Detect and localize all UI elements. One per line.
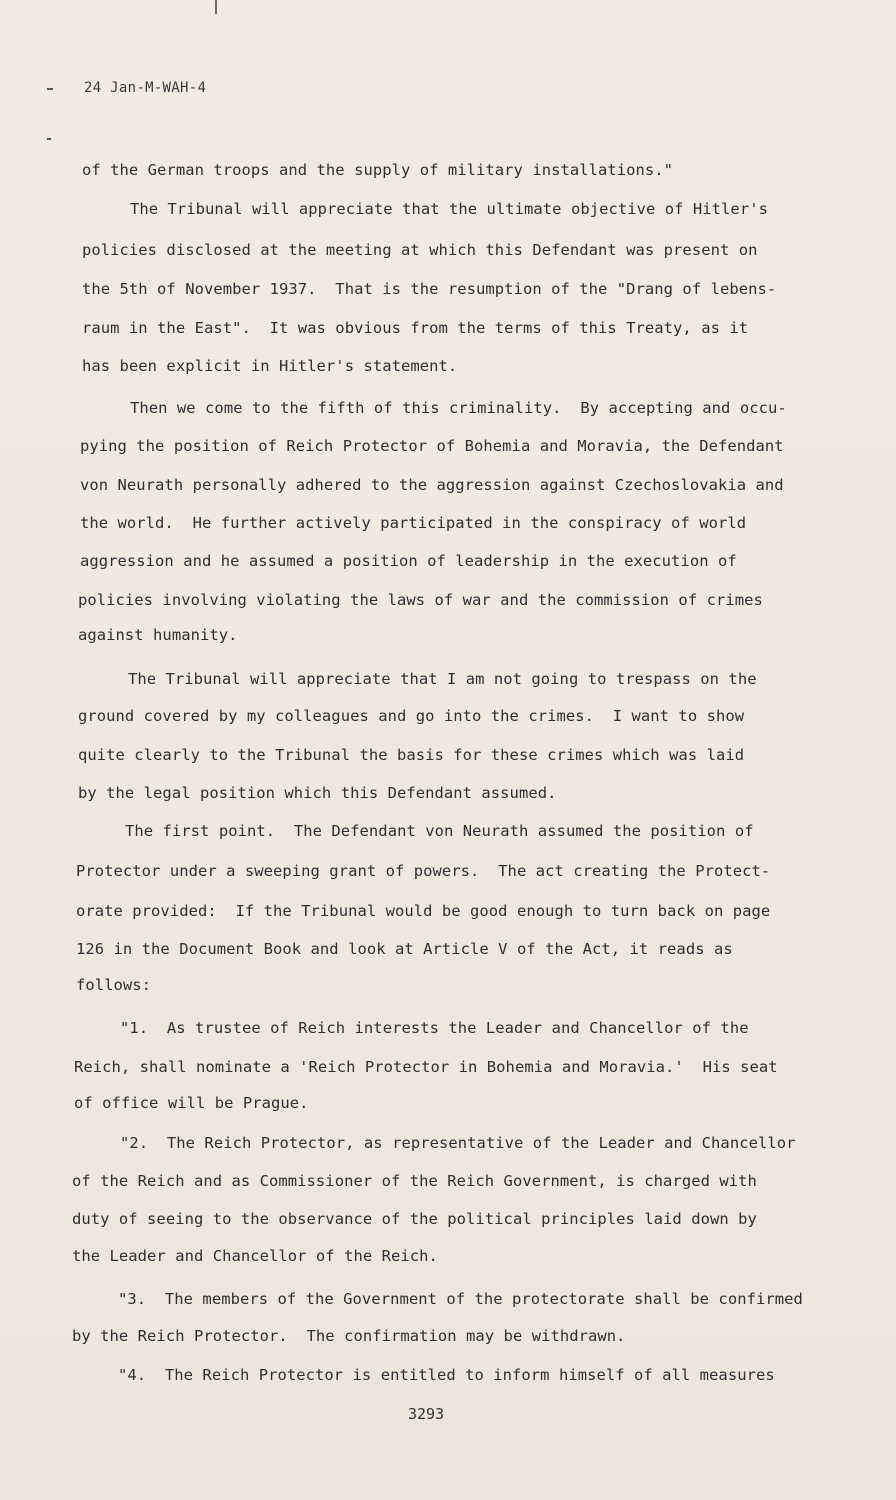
text-line: aggression and he assumed a position of leadership in the execution of: [80, 552, 737, 570]
text-line: duty of seeing to the observance of the political principles laid down by: [72, 1210, 757, 1228]
text-line: The Tribunal will appreciate that I am not going to trespass on the: [128, 670, 757, 688]
text-line: pying the position of Reich Protector of Bohemia and Moravia, the Defendant: [80, 437, 784, 455]
text-line: Then we come to the fifth of this criminality. By accepting and occu-: [130, 399, 787, 417]
text-line: by the Reich Protector. The confirmation may be withdrawn.: [72, 1327, 626, 1345]
text-line: "1. As trustee of Reich interests the Leader and Chancellor of the: [120, 1019, 749, 1037]
text-line: The first point. The Defendant von Neurath assumed the position of: [125, 822, 754, 840]
text-line: by the legal position which this Defendant assumed.: [78, 784, 557, 802]
text-line: the Leader and Chancellor of the Reich.: [72, 1247, 438, 1265]
text-line: orate provided: If the Tribunal would be good enough to turn back on page: [76, 902, 771, 920]
text-line: against humanity.: [78, 626, 238, 644]
text-line: raum in the East". It was obvious from the terms of this Treaty, as it: [82, 319, 749, 337]
margin-mark: [47, 138, 51, 140]
paper-edge-mark: [215, 0, 217, 14]
text-line: of office will be Prague.: [74, 1094, 309, 1112]
text-line: Protector under a sweeping grant of powers. The act creating the Protect-: [76, 862, 771, 880]
text-line: von Neurath personally adhered to the aggression against Czechoslovakia and: [80, 476, 784, 494]
text-line: "2. The Reich Protector, as representative of the Leader and Chancellor: [120, 1134, 796, 1152]
text-line: 126 in the Document Book and look at Article V of the Act, it reads as: [76, 940, 733, 958]
text-line: of the Reich and as Commissioner of the Reich Government, is charged with: [72, 1172, 757, 1190]
text-line: "3. The members of the Government of the protectorate shall be confirmed: [118, 1290, 803, 1308]
text-line: The Tribunal will appreciate that the ultimate objective of Hitler's: [130, 200, 768, 218]
text-line: ground covered by my colleagues and go into the crimes. I want to show: [78, 707, 745, 725]
text-line: has been explicit in Hitler's statement.: [82, 357, 458, 375]
text-line: of the German troops and the supply of military installations.": [82, 161, 674, 179]
text-line: "4. The Reich Protector is entitled to inform himself of all measures: [118, 1366, 775, 1384]
margin-mark: [47, 88, 53, 90]
page-number: 3293: [408, 1405, 445, 1423]
text-line: policies involving violating the laws of war and the commission of crimes: [78, 591, 763, 609]
document-reference: 24 Jan-M-WAH-4: [84, 80, 207, 96]
text-line: the world. He further actively participated in the conspiracy of world: [80, 514, 747, 532]
text-line: the 5th of November 1937. That is the resumption of the "Drang of lebens-: [82, 280, 777, 298]
text-line: quite clearly to the Tribunal the basis for these crimes which was laid: [78, 746, 745, 764]
text-line: policies disclosed at the meeting at which this Defendant was present on: [82, 241, 758, 259]
text-line: Reich, shall nominate a 'Reich Protector in Bohemia and Moravia.' His seat: [74, 1058, 778, 1076]
text-line: follows:: [76, 976, 152, 994]
